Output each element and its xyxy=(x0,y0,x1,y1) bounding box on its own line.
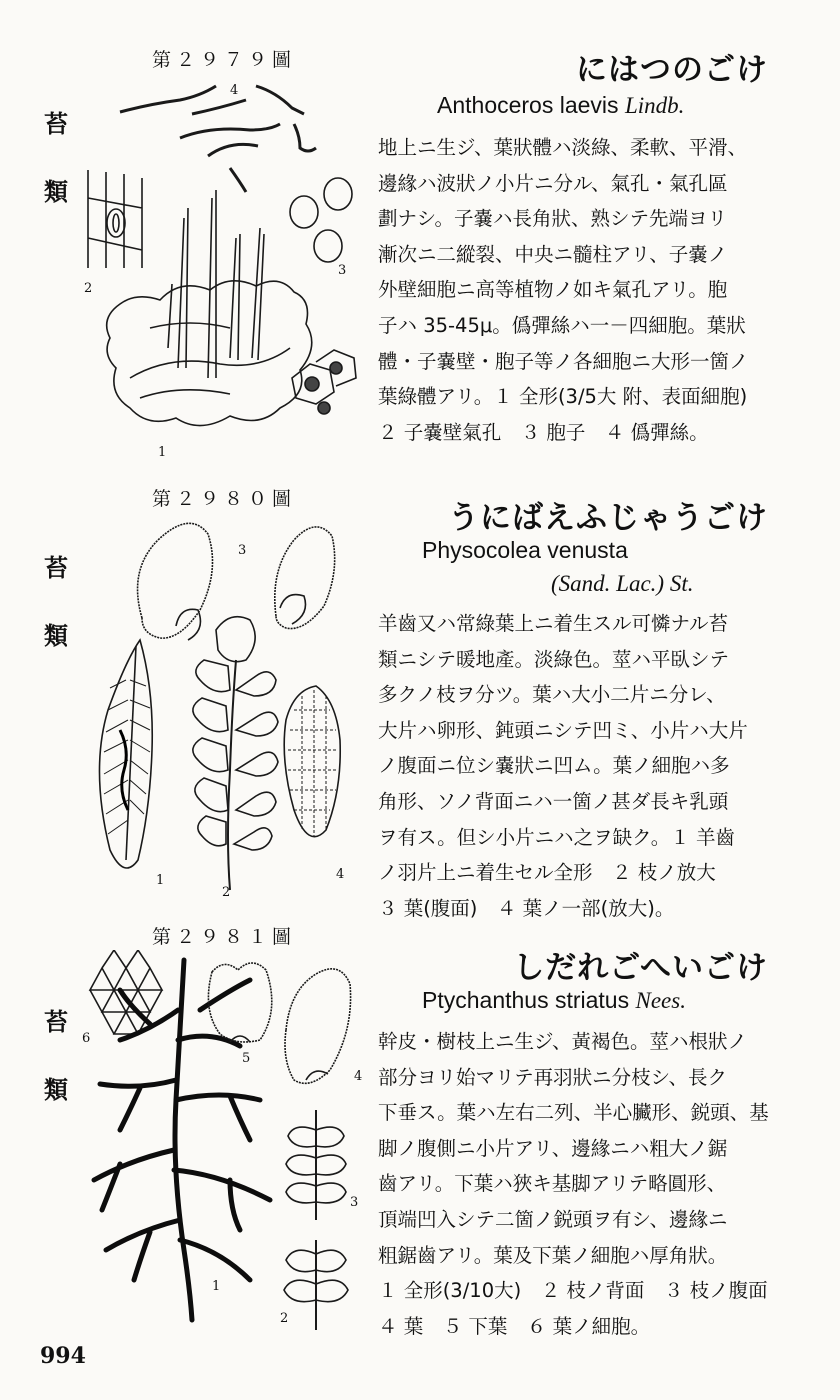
japanese-name: しだれごへいごけ xyxy=(513,950,768,986)
description-line: 角形、ソノ背面ニハ一箇ノ甚ダ長キ乳頭 xyxy=(378,789,729,813)
description xyxy=(378,130,780,450)
page-number: 994 xyxy=(40,1343,86,1369)
category-label-top: 苔 xyxy=(44,554,68,582)
description-line: ３ 葉(腹面) ４ 葉ノ一部(放大)。 xyxy=(378,896,675,920)
description-line: 葉綠體アリ。１ 全形(3/5大 附、表面細胞) xyxy=(378,385,748,409)
description-line: 頂端凹入シテ二箇ノ鋭頭ヲ有シ、邊緣ニ xyxy=(378,1207,728,1231)
figure-number-4: 4 xyxy=(230,83,239,98)
figure-number-1: 1 xyxy=(156,873,165,888)
figure-number-1: 1 xyxy=(212,1279,221,1294)
description-line: 粗鋸齒アリ。葉及下葉ノ細胞ハ厚角狀。 xyxy=(378,1243,728,1267)
scientific-name-authority: Lindb. xyxy=(624,93,685,118)
category-label-top: 苔 xyxy=(44,1008,68,1036)
description-line: 邊緣ハ波狀ノ小片ニ分ル、氣孔・氣孔區 xyxy=(378,171,728,195)
description-line: 部分ヨリ始マリテ再羽狀ニ分枝シ、長ク xyxy=(378,1065,728,1089)
japanese-name: にはつのごけ xyxy=(576,52,768,88)
description-line: 子ハ 35-45μ。僞彈絲ハ一－四細胞。葉狀 xyxy=(378,313,746,337)
description-line: 多クノ枝ヲ分ツ。葉ハ大小二片ニ分レ、 xyxy=(378,683,726,707)
figure-number-4: 4 xyxy=(336,867,345,882)
scientific-name xyxy=(437,92,684,119)
description-line: 下垂ス。葉ハ左右二列、半心臟形、鋭頭、基 xyxy=(378,1101,769,1125)
illustration-physocolea xyxy=(80,510,370,905)
figure-number-5: 5 xyxy=(242,1051,251,1066)
scientific-name xyxy=(422,987,686,1014)
description-line: 脚ノ腹側ニ小片アリ、邊緣ニハ粗大ノ鋸 xyxy=(378,1136,728,1160)
description-line: 大片ハ卵形、鈍頭ニシテ凹ミ、小片ハ大片 xyxy=(378,718,748,742)
figure-label: 第２９７９圖 xyxy=(152,49,297,71)
category-label-bottom: 類 xyxy=(44,1076,68,1104)
figure-number-3: 3 xyxy=(338,263,347,278)
description-line: 類ニシテ暖地產。淡綠色。莖ハ平臥シテ xyxy=(378,647,730,671)
figure-number-3: 3 xyxy=(238,543,247,558)
description-line: １ 全形(3/10大) ２ 枝ノ背面 ３ 枝ノ腹面 xyxy=(378,1279,768,1303)
description-line: ４ 葉 ５ 下葉 ６ 葉ノ細胞。 xyxy=(378,1314,651,1338)
description-line: ノ腹面ニ位シ嚢狀ニ凹ム。葉ノ細胞ハ多 xyxy=(378,754,730,778)
scientific-name-authority: Nees. xyxy=(635,988,686,1013)
category-label-top: 苔 xyxy=(44,110,68,138)
illustration-ptychanthus xyxy=(80,950,370,1335)
figure-number-1: 1 xyxy=(158,445,167,460)
illustration-anthoceros xyxy=(80,78,370,468)
description-line: 齒アリ。下葉ハ狹キ基脚アリテ略圓形、 xyxy=(378,1172,727,1196)
description-line: 劃ナシ。子嚢ハ長角狀、熟シテ先端ヨリ xyxy=(378,207,728,231)
description-line: 外壁細胞ニ高等植物ノ如キ氣孔アリ。胞 xyxy=(378,278,728,302)
description-line: ２ 子嚢壁氣孔 ３ 胞子 ４ 僞彈絲。 xyxy=(378,420,709,444)
description xyxy=(378,606,780,926)
scientific-name-genus-species: Ptychanthus striatus xyxy=(422,987,630,1013)
figure-number-2: 2 xyxy=(84,281,93,296)
figure-label: 第２９８１圖 xyxy=(152,926,297,948)
figure-number-4: 4 xyxy=(354,1069,363,1084)
description-line: 漸次ニ二縱裂、中央ニ髓柱アリ、子嚢ノ xyxy=(378,242,728,266)
description-line: ヲ有ス。但シ小片ニハ之ヲ缺ク。１ 羊齒 xyxy=(378,825,736,849)
description xyxy=(378,1024,780,1344)
scientific-name-genus-species: Anthoceros laevis xyxy=(437,92,619,118)
figure-number-2: 2 xyxy=(222,885,231,900)
scientific-name: Physocolea venusta xyxy=(422,537,628,563)
description-line: 體・子嚢壁・胞子等ノ各細胞ニ大形一箇ノ xyxy=(378,349,749,373)
figure-number-3: 3 xyxy=(350,1195,359,1210)
japanese-name: うにばえふじゃうごけ xyxy=(448,500,768,536)
description-line: ノ羽片上ニ着生セル全形 ２ 枝ノ放大 xyxy=(378,861,716,885)
category-label-bottom: 類 xyxy=(44,622,68,650)
category-label-bottom: 類 xyxy=(44,178,68,206)
description-line: 幹皮・樹枝上ニ生ジ、黃褐色。莖ハ根狀ノ xyxy=(378,1030,747,1053)
figure-number-6: 6 xyxy=(82,1031,91,1046)
scientific-name-authority: (Sand. Lac.) St. xyxy=(551,571,694,596)
description-line: 地上ニ生ジ、葉狀體ハ淡綠、柔軟、平滑、 xyxy=(378,136,747,159)
description-line: 羊齒又ハ常綠葉上ニ着生スル可憐ナル苔 xyxy=(378,612,729,635)
figure-number-2: 2 xyxy=(280,1311,289,1326)
figure-label: 第２９８０圖 xyxy=(152,488,297,510)
